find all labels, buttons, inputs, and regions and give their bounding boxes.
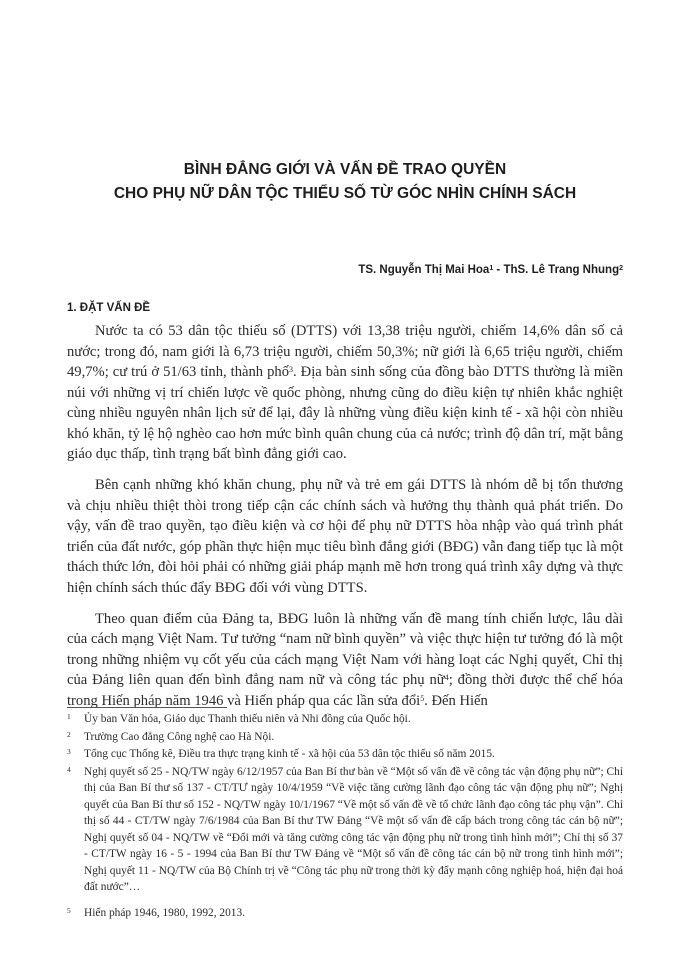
footnote-number: 5	[67, 905, 71, 915]
author-line	[358, 262, 623, 278]
footnote-2	[67, 729, 623, 746]
paragraph-1-text-a: Nước ta có 53 dân tộc thiểu số (DTTS) với 13,38 triệu người, chiếm 14,6% dân số cả nước; trong đó, nam giới là 6,73 triệu người, chiếm 50,3%; nữ giới là 6,65 triệu người, chiếm 49,7%; cư trú ở 51/63 tỉnh, thành phố	[67, 323, 623, 380]
paragraph-1-text-b: . Địa bàn sinh sống của đồng bào DTTS thường là miền núi với những vị trí chiến lược về quốc phòng, nhưng cũng do điều kiện tự nhiên khắc nghiệt cùng nhiều nguyên nhân lịch sử để lại, đây là những vùng điều kiện kinh tế - xã hội còn nhiều khó khăn, tỷ lệ hộ nghèo cao hơn mức bình quân chung của cả nước; trình độ dân trí, mặt bằng giáo dục thấp, tình trạng bất bình đẳng giới cao.	[67, 364, 623, 462]
title-line-1: BÌNH ĐẲNG GIỚI VÀ VẤN ĐỀ TRAO QUYỀN	[183, 161, 507, 178]
footnote-number: 4	[67, 764, 71, 774]
title-line-2: CHO PHỤ NỮ DÂN TỘC THIỂU SỐ TỪ GÓC NHÌN CHÍNH SÁCH	[113, 185, 577, 202]
paragraph-1	[67, 321, 623, 465]
footnote-number: 2	[67, 729, 71, 739]
footnotes	[67, 711, 623, 922]
section-heading: 1. ĐẶT VẤN ĐỀ	[67, 302, 151, 314]
footnote-ref-4: 4	[444, 673, 449, 682]
article-title	[67, 158, 623, 206]
footnote-text: Ủy ban Văn hóa, Giáo dục Thanh thiếu niên và Nhi đồng của Quốc hội.	[84, 713, 411, 725]
author-1-footnote-ref: 1	[489, 265, 494, 272]
footnote-1	[67, 711, 623, 728]
footnote-text: Trường Cao đẳng Công nghệ cao Hà Nội.	[84, 730, 275, 743]
footnote-divider	[67, 707, 227, 708]
paragraph-3-text-b: ; đồng thời được thể chế hóa trong Hiến pháp năm 1946 và Hiến pháp qua các lần sửa đổi	[67, 672, 624, 709]
footnote-4	[67, 764, 623, 896]
footnote-text: Hiến pháp 1946, 1980, 1992, 2013.	[84, 906, 246, 919]
author-2: ThS. Lê Trang Nhung	[503, 264, 620, 276]
paragraph-3-text-c: . Đến Hiến	[424, 692, 488, 709]
footnote-3	[67, 746, 623, 763]
paragraph-2: Bên cạnh những khó khăn chung, phụ nữ và trẻ em gái DTTS là nhóm dễ bị tổn thương và chịu nhiều thiệt thòi trong tiếp cận các chính sách và hưởng thụ thành quả phát triển. Do vậy, vấn đề trao quyền, tạo điều kiện và cơ hội để phụ nữ DTTS hòa nhập vào quá trình phát triển của đất nước, góp phần thực hiện mục tiêu bình đẳng giới (BĐG) vẫn đang tiếp tục là một thách thức lớn, đòi hỏi phải có những giải pháp mạnh mẽ hơn trong quá trình xây dựng và thực hiện chính sách thúc đẩy BĐG đối với vùng DTTS.	[67, 477, 623, 596]
paragraph-3-text-a: Theo quan điểm của Đảng ta, BĐG luôn là những vấn đề mang tính chiến lược, lâu dài của cách mạng Việt Nam. Tư tưởng “nam nữ bình quyền” và việc thực hiện tư tưởng đó là một trong những nhiệm vụ cốt yếu của cách mạng Việt Nam với hàng loạt các Nghị quyết, Chỉ thị của Đảng liên quan đến bình đẳng nam nữ và công tác phụ nữ	[67, 610, 623, 688]
footnote-5	[67, 905, 623, 922]
footnote-ref-3: 3	[289, 365, 293, 374]
author-separator: -	[493, 264, 504, 276]
footnote-text: Tổng cục Thống kê, Điều tra thực trạng kinh tế - xã hội của 53 dân tộc thiểu số năm 2015.	[84, 748, 495, 760]
paragraph-3	[67, 609, 623, 712]
author-1: TS. Nguyễn Thị Mai Hoa	[358, 264, 490, 276]
footnote-number: 1	[67, 712, 71, 721]
document-page	[67, 0, 623, 976]
author-2-footnote-ref: 2	[619, 265, 623, 272]
footnote-number: 3	[67, 747, 71, 756]
body-text	[67, 321, 623, 722]
footnote-text: Nghị quyết số 25 - NQ/TW ngày 6/12/1957 của Ban Bí thư bàn về “Một số vấn đề về công tác vận động phụ nữ”; Chỉ thị của Ban Bí thư số 137 - CT/TƯ ngày 10/4/1959 “Về việc tăng cường lãnh đạo công tác vận động phụ nữ”; Nghị quyết của Ban Bí thư số 152 - NQ/TW ngày 10/1/1967 “Về một số vấn đề về tổ chức lãnh đạo công tác phụ vận”. Chỉ thị số 44 - CT/TW ngày 7/6/1984 của Ban Bí thư TW Đảng “Về một số vấn đề cấp bách trong công tác cán bộ nữ”; Nghị quyết số 04 - NQ/TW về “Đổi mới và tăng cường công tác vận động phụ nữ trong tình hình mới”; Chỉ thị số 37 - CT/TW ngày 16 - 5 - 1994 của Ban Bí thư TW Đảng về “Một số vấn đề công tác cán bộ nữ trong tình hình mới”; Nghị quyết 11 - NQ/TW của Bộ Chính trị về “Công tác phụ nữ trong thời kỳ đẩy mạnh công nghiệp hoá, hiện đại hoá đất nước”…	[84, 765, 623, 893]
footnote-ref-5: 5	[420, 693, 425, 703]
